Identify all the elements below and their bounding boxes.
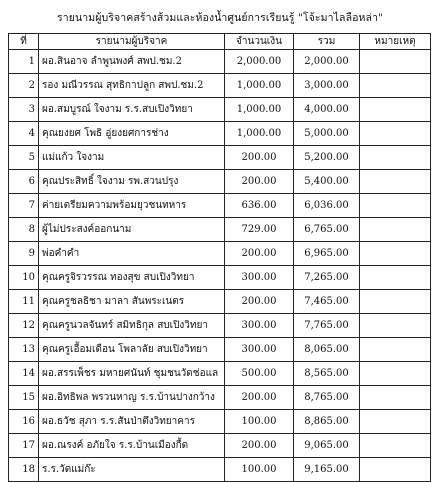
row-number: 17 [9,434,39,458]
donor-name: ผอ.สรรเพ็ชร มหายศนันท์ ชุมชนวัดช่อแล [39,362,225,386]
table-row [9,314,431,338]
table-row [9,50,431,74]
donation-amount: 200.00 [225,290,294,314]
donation-amount: 729.00 [225,218,294,242]
running-total: 2,000.00 [294,50,360,74]
running-total: 5,000.00 [294,122,360,146]
running-total: 6,765.00 [294,218,360,242]
table-row [9,242,431,266]
row-note [360,194,431,218]
table-row [9,146,431,170]
table-row [9,434,431,458]
row-number: 11 [9,290,39,314]
donor-name: ผู้ไม่ประสงค์ออกนาม [39,218,225,242]
donation-amount: 1,000.00 [225,98,294,122]
table-row [9,362,431,386]
header-note: หมายเหตุ [360,34,431,50]
row-number: 4 [9,122,39,146]
running-total: 7,765.00 [294,314,360,338]
donation-amount: 200.00 [225,386,294,410]
row-note [360,98,431,122]
row-note [360,458,431,482]
running-total: 9,065.00 [294,434,360,458]
donation-amount: 2,000.00 [225,50,294,74]
donor-name: พ่อคำคำ [39,242,225,266]
row-note [360,122,431,146]
table-row [9,266,431,290]
running-total: 7,265.00 [294,266,360,290]
row-number: 14 [9,362,39,386]
donor-name: ผอ.อิทธิพล พรวนหาญ ร.ร.บ้านปางกว้าง [39,386,225,410]
donor-name: ผอ.ธวัช สุภา ร.ร.สันป่าตึงวิทยาคาร [39,410,225,434]
donor-name: ผอ.สมบูรณ์ ใจงาม ร.ร.สบเปิงวิทยา [39,98,225,122]
running-total: 6,965.00 [294,242,360,266]
row-number: 7 [9,194,39,218]
row-note [360,386,431,410]
donor-name: ร.ร.วัดแม่ก๊ะ [39,458,225,482]
row-number: 15 [9,386,39,410]
donor-name: คุณครูจิรวรรณ ทองสุข สบเปิงวิทยา [39,266,225,290]
donor-table [8,33,431,482]
running-total: 8,565.00 [294,362,360,386]
table-row [9,338,431,362]
donor-name: คุณครูนวลจันทร์ สมิทธิกุล สบเปิงวิทยา [39,314,225,338]
row-number: 9 [9,242,39,266]
table-row [9,410,431,434]
row-number: 2 [9,74,39,98]
table-row [9,458,431,482]
donor-name: รอง มณีวรรณ สุทธิกาปลูก สพป.ชม.2 [39,74,225,98]
row-number: 12 [9,314,39,338]
table-header-row [9,34,431,50]
donation-amount: 300.00 [225,338,294,362]
row-number: 6 [9,170,39,194]
donation-amount: 1,000.00 [225,74,294,98]
row-number: 1 [9,50,39,74]
row-number: 3 [9,98,39,122]
row-number: 13 [9,338,39,362]
row-number: 18 [9,458,39,482]
donation-amount: 636.00 [225,194,294,218]
running-total: 5,400.00 [294,170,360,194]
row-number: 5 [9,146,39,170]
running-total: 4,000.00 [294,98,360,122]
running-total: 8,065.00 [294,338,360,362]
running-total: 9,165.00 [294,458,360,482]
running-total: 8,865.00 [294,410,360,434]
running-total: 6,036.00 [294,194,360,218]
donation-amount: 200.00 [225,434,294,458]
table-row [9,170,431,194]
table-row [9,98,431,122]
header-total: รวม [294,34,360,50]
donation-amount: 200.00 [225,170,294,194]
donor-name: คุณยงยศ โพธิ อู่ยงยศการช่าง [39,122,225,146]
row-number: 16 [9,410,39,434]
donor-name: ค่ายเตรียมความพร้อมยุวชนทหาร [39,194,225,218]
donor-name: ผอ.ณรงค์ อภัยใจ ร.ร.บ้านเมืองกื้ด [39,434,225,458]
table-row [9,290,431,314]
donor-name: คุณครูเอื้อมเดือน โพลาลัย สบเปิงวิทยา [39,338,225,362]
donor-name: ผอ.สินอาจ ลำพูนพงศ์ สพป.ชม.2 [39,50,225,74]
row-note [360,242,431,266]
header-amount: จำนวนเงิน [225,34,294,50]
table-row [9,386,431,410]
donor-name: แม่แก้ว ใจงาม [39,146,225,170]
table-row [9,122,431,146]
row-note [360,218,431,242]
donation-amount: 300.00 [225,314,294,338]
row-note [360,290,431,314]
donation-amount: 200.00 [225,242,294,266]
row-note [360,50,431,74]
row-note [360,74,431,98]
donor-name: คุณครูชลธิชา มาลา สันพระเนตร [39,290,225,314]
donation-amount: 300.00 [225,266,294,290]
donation-amount: 100.00 [225,410,294,434]
row-note [360,170,431,194]
document-title: รายนามผู้บริจาคสร้างส้วมและห้องน้ำศูนย์การเรียนรู้ "โจ้ะมาไลลือหล่า" [56,12,384,24]
donation-amount: 500.00 [225,362,294,386]
running-total: 5,200.00 [294,146,360,170]
running-total: 3,000.00 [294,74,360,98]
donation-amount: 1,000.00 [225,122,294,146]
donor-rows [9,50,431,482]
table-row [9,194,431,218]
donation-amount: 100.00 [225,458,294,482]
row-number: 8 [9,218,39,242]
header-name: รายนามผู้บริจาค [39,34,225,50]
row-number: 10 [9,266,39,290]
donor-name: คุณประสิทธิ์ ใจงาม รพ.สวนปรุง [39,170,225,194]
row-note [360,146,431,170]
row-note [360,434,431,458]
table-row [9,218,431,242]
row-note [360,338,431,362]
running-total: 7,465.00 [294,290,360,314]
row-note [360,314,431,338]
donation-amount: 200.00 [225,146,294,170]
table-row [9,74,431,98]
row-note [360,362,431,386]
header-no: ที่ [9,34,39,50]
row-note [360,266,431,290]
running-total: 8,765.00 [294,386,360,410]
row-note [360,410,431,434]
